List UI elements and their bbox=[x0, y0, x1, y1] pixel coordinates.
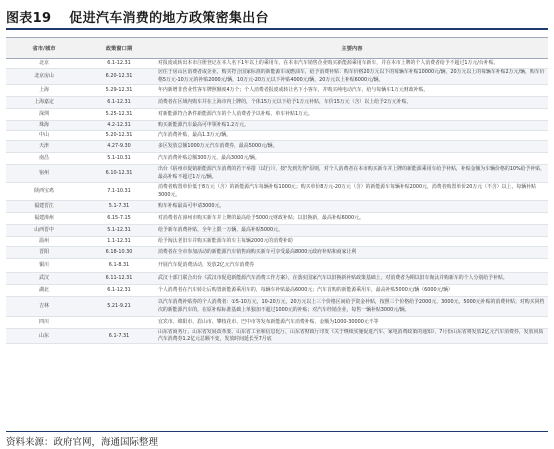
table-row bbox=[6, 329, 548, 344]
cell-period: 5.29-12.31 bbox=[82, 85, 156, 97]
cell-period: 6.1-8.31 bbox=[82, 259, 156, 273]
table-header-row bbox=[6, 38, 548, 59]
cell-city: 铜川 bbox=[6, 259, 82, 273]
cell-period: 6.15-7.15 bbox=[82, 213, 156, 225]
cell-policy: 开展汽车促消费活动，发放2亿元汽车消费券 bbox=[156, 259, 548, 273]
cell-policy: 对消费者在漳州市购买新车并上牌的最高给予5000元财政补贴；以旧换新，最高补贴6000元。 bbox=[156, 213, 548, 225]
figure-title: 促进汽车消费的地方政策密集出台 bbox=[69, 10, 269, 26]
table-row bbox=[6, 131, 548, 141]
cell-city: 中山 bbox=[6, 131, 82, 141]
cell-period: 6.18-10.30 bbox=[82, 247, 156, 259]
cell-period: 6.1-12.31 bbox=[82, 59, 156, 69]
cell-policy: 对新能源符合条件新能源汽车的个人消费者予以补贴，单车补贴1万元。 bbox=[156, 109, 548, 121]
cell-city: 武汉 bbox=[6, 273, 82, 285]
table-row bbox=[6, 121, 548, 131]
source-note: 资料来源：政府官网，海通国际整理 bbox=[6, 431, 548, 447]
cell-city: 北京 bbox=[6, 59, 82, 69]
col-header-city: 省市/城市 bbox=[6, 38, 82, 59]
table-row bbox=[6, 183, 548, 201]
cell-period: 6.10-12.31 bbox=[82, 165, 156, 183]
cell-period: 6.1-12.31 bbox=[82, 285, 156, 297]
cell-city: 晋阳 bbox=[6, 247, 82, 259]
table-row bbox=[6, 273, 548, 285]
table-row bbox=[6, 165, 548, 183]
cell-period: 5.1-12.31 bbox=[82, 225, 156, 237]
cell-period: 6.20-12.31 bbox=[82, 69, 156, 85]
cell-city: 深圳 bbox=[6, 109, 82, 121]
cell-policy: 年内新增非营业性客车牌照额度4万个；个人消费者报废或转让名下小客车，并购买纯电动汽车，给与每辆车1万元财政补贴。 bbox=[156, 85, 548, 97]
cell-period: 4.27-9.30 bbox=[82, 141, 156, 153]
cell-policy: 消费者在全市参加活动的新能源汽车销售商购买新车可享受最高8000元政府补贴和商家让利 bbox=[156, 247, 548, 259]
cell-city: 山东 bbox=[6, 329, 82, 344]
table-row bbox=[6, 69, 548, 85]
cell-policy: 出台《宿州市促销新能源汽车消费的若干举措（试行）》，按"先到先得"原则，对个人消费者在本市购买新车并上牌的新能源乘用车给予补贴，补贴金额为车辆价格的10%给予补贴，最高补贴不超过1万元/辆。 bbox=[156, 165, 548, 183]
cell-period: 6.1-12.31 bbox=[82, 97, 156, 109]
cell-city: 天津 bbox=[6, 141, 82, 153]
table-row bbox=[6, 109, 548, 121]
cell-period: 4.2-12.31 bbox=[82, 121, 156, 131]
table-row bbox=[6, 317, 548, 329]
cell-city: 上海 bbox=[6, 85, 82, 97]
cell-policy: 购车补贴最高可申请3000元。 bbox=[156, 201, 548, 213]
cell-policy: 购买新能源汽车最高可申领补贴1.2万元。 bbox=[156, 121, 548, 131]
cell-city: 山西晋中 bbox=[6, 225, 82, 237]
table-row bbox=[6, 201, 548, 213]
table-row bbox=[6, 59, 548, 69]
cell-city: 南昌 bbox=[6, 153, 82, 165]
cell-period: 5.1-10.31 bbox=[82, 153, 156, 165]
cell-city: 湖北 bbox=[6, 285, 82, 297]
table-row bbox=[6, 259, 548, 273]
cell-period: 1.1-12.31 bbox=[82, 237, 156, 247]
cell-policy: 给予新车消费补贴，全年上限一万辆，最高补贴5000元。 bbox=[156, 225, 548, 237]
cell-policy: 消费者在区域内购车并在上海市内上牌的，个体15万元以下给予1万元补贴，车价15万元（含）以上给予2万元补贴。 bbox=[156, 97, 548, 109]
col-header-period: 政策窗口期 bbox=[82, 38, 156, 59]
figure-number: 图表19 bbox=[6, 10, 52, 26]
cell-city: 福建漳州 bbox=[6, 213, 82, 225]
cell-policy: 以汽车消费补贴券的个人消费者：①5-10万元，10-20万元，20万元以上三个价格区间给予资金补贴，按照三个价格给予2000元、3000元、5000元补贴的消费补贴；对购买同档次的新能源汽车的，在原补贴标准基础上单独加不超过1000元的补贴；对汽车经销企业，每售一辆补贴3000元/辆。 bbox=[156, 297, 548, 317]
table-row bbox=[6, 225, 548, 237]
cell-policy: 个人消费者在汽车转让后购置新能源乘用车的，每辆车补贴最高6000元；汽车首购的新能源乘用车，最高补贴5000元/辆（6000元/辆） bbox=[156, 285, 548, 297]
table-row bbox=[6, 247, 548, 259]
cell-policy: 消费者购置单价低于8万元（含）的新能源汽车每辆补贴1000元；购买单价8万元-20万元（含）的新能源车每辆补贴2000元，消费者购置单价20万元（不含）以上，每辆补贴3000元。 bbox=[156, 183, 548, 201]
cell-policy: 多区发放总额1000万元汽车消费券，最高5000元/辆。 bbox=[156, 141, 548, 153]
cell-period: 6.11-12.31 bbox=[82, 273, 156, 285]
table-row bbox=[6, 285, 548, 297]
cell-period: 7.1-10.31 bbox=[82, 183, 156, 201]
cell-city: 北京房山 bbox=[6, 69, 82, 85]
cell-period: 5.21-9.21 bbox=[82, 297, 156, 317]
cell-city: 珠海 bbox=[6, 121, 82, 131]
cell-policy: 给予淘汰老旧车并购买新能源车的车主每辆2000元的消费补助 bbox=[156, 237, 548, 247]
table-row bbox=[6, 97, 548, 109]
policy-table bbox=[6, 37, 548, 344]
cell-city: 陕西宝鸡 bbox=[6, 183, 82, 201]
table-row bbox=[6, 153, 548, 165]
figure-header bbox=[6, 4, 548, 30]
table-row bbox=[6, 213, 548, 225]
cell-policy: 汽车消费补贴，最高1.3万元/辆。 bbox=[156, 131, 548, 141]
table-row bbox=[6, 297, 548, 317]
cell-policy: 宜宾市、绵阳市、眉山市、攀枝花市、巴中市等发布新能源汽车消费补贴，金额为1000-30000元不等 bbox=[156, 317, 548, 329]
table-row bbox=[6, 141, 548, 153]
cell-period: 5.1-7.31 bbox=[82, 201, 156, 213]
col-header-content: 主要内容 bbox=[156, 38, 548, 59]
cell-policy: 汽车消费补贴总额300万元，最高3000元/辆。 bbox=[156, 153, 548, 165]
cell-policy: 武汉十部门联合出台《武汉市促进新能源汽车消费工作方案》，在落实国家汽车以旧换新补贴政策基础上，对消费者为期以旧车淘汰并购新车的个人分别给予补贴。 bbox=[156, 273, 548, 285]
cell-policy: 居住于房山区消费者或企业，购买符合国家标准的新能源车或燃油车，给予消费补贴：购车价格20万元以下的每辆车补贴10000元/辆，20万元以上的每辆车补贴2万元/辆，购车价格5万元-10万元的补贴2000元/辆，10万元-20万元以下补贴4000元/辆，20万元以上补贴6000元/辆。 bbox=[156, 69, 548, 85]
cell-city: 宿州 bbox=[6, 165, 82, 183]
cell-period: 5.25-12.31 bbox=[82, 109, 156, 121]
cell-policy: 对报废或转出本市注册登记在本人名下1年以上的乘用车，在本市汽车销售企业购买新能源乘用车新车，并在本市上牌的个人消费者给予不超过1万元/台补贴。 bbox=[156, 59, 548, 69]
cell-policy: 山东省商务厅、山东省发展改革委、山东省工业和信息化厅，山东省财政厅印发《关于继续实施促进汽车、家电消费政策的通知》，7月份山东省将发放2亿元汽车消费券，发放同质汽车消费券1.2亿元总额不变，发放时间延长至7月底 bbox=[156, 329, 548, 344]
cell-period: 5.20-12.31 bbox=[82, 131, 156, 141]
cell-city: 吉林 bbox=[6, 297, 82, 317]
cell-city: 上海嘉定 bbox=[6, 97, 82, 109]
table-row bbox=[6, 237, 548, 247]
cell-city: 四川 bbox=[6, 317, 82, 329]
cell-period: 6.1-7.31 bbox=[82, 329, 156, 344]
cell-city: 福建晋江 bbox=[6, 201, 82, 213]
cell-city: 温州 bbox=[6, 237, 82, 247]
table-row bbox=[6, 85, 548, 97]
cell-period bbox=[82, 317, 156, 329]
